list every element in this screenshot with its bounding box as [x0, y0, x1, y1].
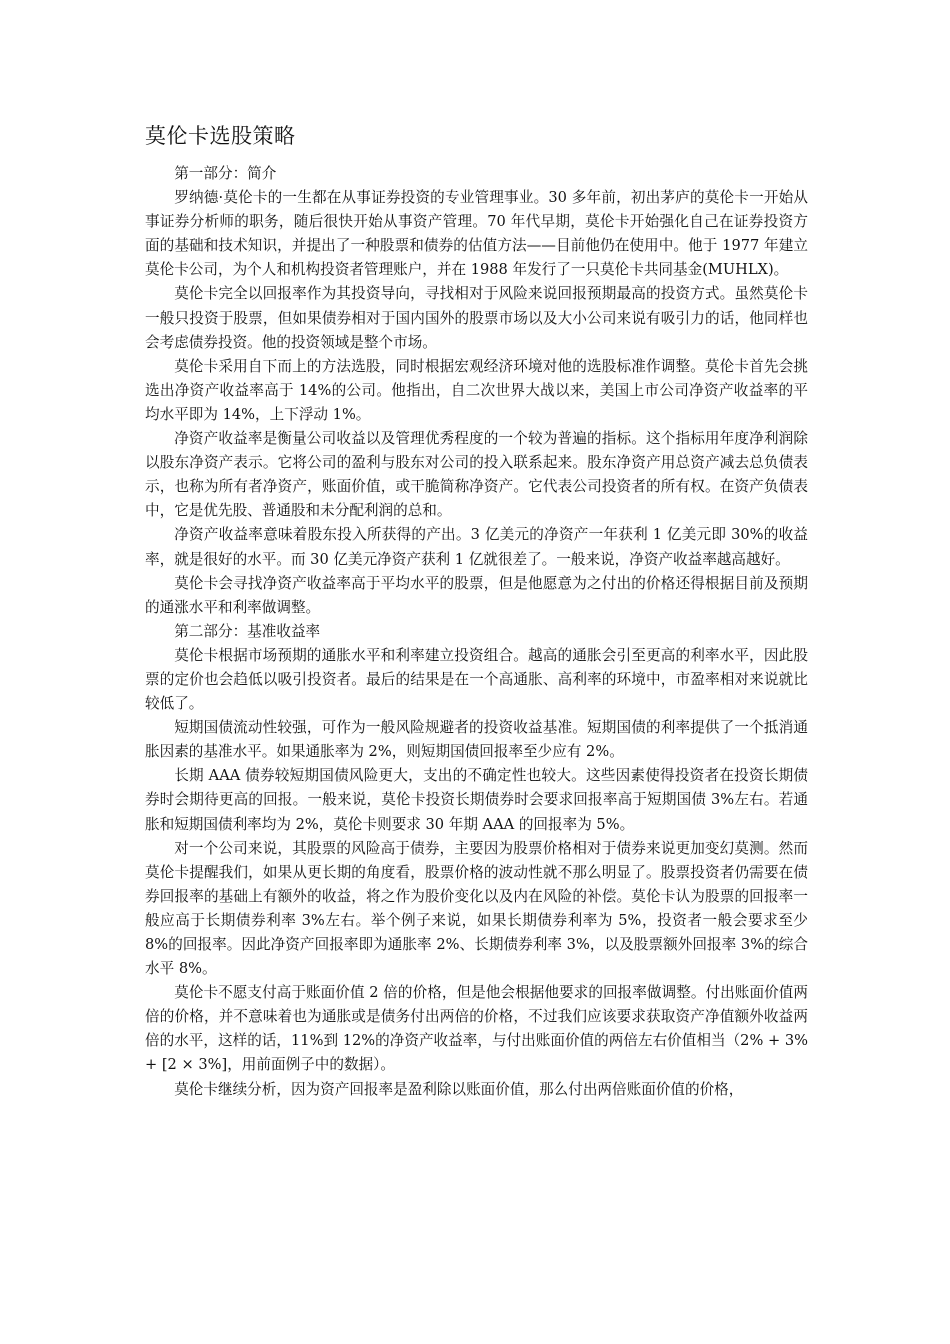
section-heading-benchmark: 第二部分：基准收益率	[174, 622, 321, 640]
paragraph: 净资产收益率意味着股东投入所获得的产出。3 亿美元的净资产一年获利 1 亿美元即 30%的收益率，就是很好的水平。而 30 亿美元净资产获利 1 亿就很差了。一般来说，净资产收益率越高越好。	[145, 526, 808, 568]
paragraph: 莫伦卡不愿支付高于账面价值 2 倍的价格，但是他会根据他要求的回报率做调整。付出账面价值两倍的价格，并不意味着也为通胀或是债务付出两倍的价格，不过我们应该要求获取资产净值额外收益两倍的水平，这样的话，11%到 12%的净资产收益率，与付出账面价值的两倍左右价值相当（2% + 3% + [2 × 3%]，用前面例子中的数据）。	[145, 984, 808, 1074]
paragraph: 短期国债流动性较强，可作为一般风险规避者的投资收益基准。短期国债的利率提供了一个抵消通胀因素的基准水平。如果通胀率为 2%，则短期国债回报率至少应有 2%。	[145, 719, 808, 761]
paragraph: 莫伦卡根据市场预期的通胀水平和利率建立投资组合。越高的通胀会引至更高的利率水平，因此股票的定价也会趋低以吸引投资者。最后的结果是在一个高通胀、高利率的环境中，市盈率相对来说就比较低了。	[145, 646, 808, 713]
paragraph: 罗纳德·莫伦卡的一生都在从事证券投资的专业管理事业。30 多年前，初出茅庐的莫伦卡一开始从事证券分析师的职务，随后很快开始从事资产管理。70 年代早期，莫伦卡开始强化自己在证券投资方面的基础和技术知识，并提出了一种股票和债券的估值方法——目前他仍在使用中。他于 1977 年建立莫伦卡公司，为个人和机构投资者管理账户，并在 1988 年发行了一只莫伦卡共同基金(MUHLX)。	[145, 189, 808, 279]
paragraph: 莫伦卡继续分析，因为资产回报率是盈利除以账面价值，那么付出两倍账面价值的价格，	[174, 1080, 744, 1098]
section-heading-intro: 第一部分：简介	[174, 165, 277, 182]
paragraph: 莫伦卡会寻找净资产收益率高于平均水平的股票，但是他愿意为之付出的价格还得根据目前及预期的通涨水平和利率做调整。	[145, 574, 808, 616]
paragraph: 净资产收益率是衡量公司收益以及管理优秀程度的一个较为普遍的指标。这个指标用年度净利润除以股东净资产表示。它将公司的盈利与股东对公司的投入联系起来。股东净资产用总资产减去总负债表示，也称为所有者净资产，账面价值，或干脆简称净资产。它代表公司投资者的所有权。在资产负债表中，它是优先股、普通股和未分配利润的总和。	[145, 430, 808, 520]
document-title: 莫伦卡选股策略	[145, 124, 296, 148]
paragraph: 莫伦卡采用自下而上的方法选股，同时根据宏观经济环境对他的选股标准作调整。莫伦卡首先会挑选出净资产收益率高于 14%的公司。他指出，自二次世界大战以来，美国上市公司净资产收益率的平均水平即为 14%，上下浮动 1%。	[145, 357, 808, 423]
paragraph: 长期 AAA 债券较短期国债风险更大，支出的不确定性也较大。这些因素使得投资者在投资长期债券时会期待更高的回报。一般来说，莫伦卡投资长期债券时会要求回报率高于短期国债 3%左右。若通胀和短期国债利率均为 2%，莫伦卡则要求 30 年期 AAA 的回报率为 5%。	[145, 767, 808, 833]
paragraph: 对一个公司来说，其股票的风险高于债券，主要因为股票价格相对于债券来说更加变幻莫测。然而莫伦卡提醒我们，如果从更长期的角度看，股票价格的波动性就不那么明显了。股票投资者仍需要在债券回报率的基础上有额外的收益，将之作为股价变化以及内在风险的补偿。莫伦卡认为股票的回报率一般应高于长期债券利率 3%左右。举个例子来说，如果长期债券利率为 5%，投资者一般会要求至少 8%的回报率。因此净资产回报率即为通胀率 2%、长期债券利率 3%，以及股票额外回报率 3%的综合水平 8%。	[145, 839, 808, 978]
document-page	[145, 120, 808, 1102]
paragraph: 莫伦卡完全以回报率作为其投资导向，寻找相对于风险来说回报预期最高的投资方式。虽然莫伦卡一般只投资于股票，但如果债券相对于国内国外的股票市场以及大小公司来说有吸引力的话，他同样也会考虑债券投资。他的投资领域是整个市场。	[145, 285, 808, 351]
